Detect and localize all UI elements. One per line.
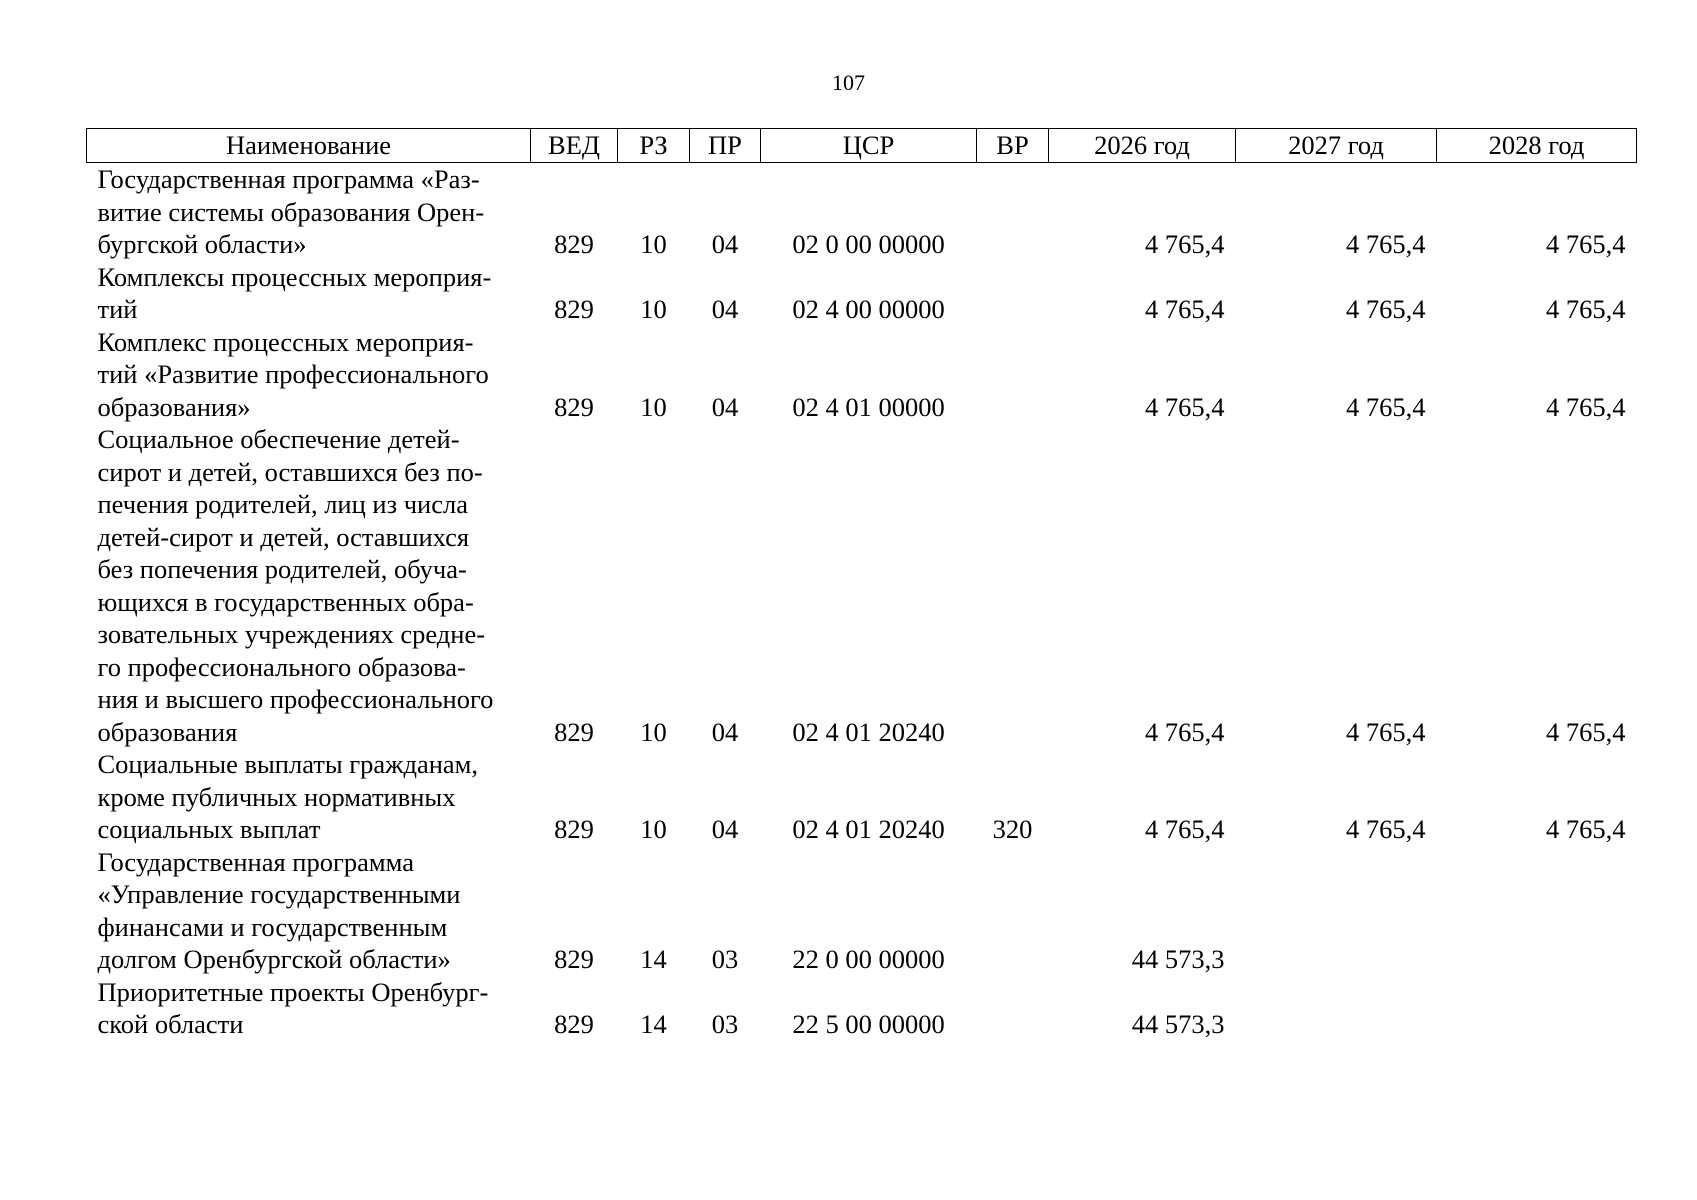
table-row — [87, 163, 1637, 261]
name-line: финансами и государственным — [97, 911, 448, 942]
name-line: ния и высшего профессионального — [97, 684, 494, 714]
cell-ved: 829 — [554, 391, 594, 422]
cell-ved: 829 — [554, 229, 594, 259]
cell-pr: 04 — [711, 294, 739, 324]
cell-2026: 4 765,4 — [1145, 294, 1225, 324]
header-2026: 2026 год — [1049, 129, 1236, 163]
cell-pr: 03 — [711, 1009, 739, 1039]
name-line: Государственная программа — [97, 846, 414, 877]
cell-pr: 04 — [711, 229, 739, 259]
header-2028: 2028 год — [1437, 129, 1637, 163]
name-line: тий — [97, 294, 138, 324]
name-line: ской области — [97, 1009, 244, 1039]
header-rz: РЗ — [618, 129, 690, 163]
cell-2027: 4 765,4 — [1346, 814, 1426, 844]
cell-rz: 14 — [640, 944, 667, 974]
cell-csr: 22 0 00 00000 — [792, 944, 945, 974]
name-line: «Управление государственными — [97, 879, 461, 909]
name-line: Социальные выплаты гражданам, — [97, 749, 479, 779]
name-line: образования — [97, 716, 238, 747]
table-row — [87, 261, 1637, 326]
cell-ved: 829 — [554, 716, 594, 747]
header-csr: ЦСР — [761, 129, 977, 163]
name-line: Комплексы процессных мероприя- — [97, 261, 492, 292]
cell-rz: 10 — [640, 716, 667, 747]
name-line: сирот и детей, оставшихся без по- — [97, 456, 483, 487]
name-line: без попечения родителей, обуча- — [97, 554, 467, 584]
cell-rz: 10 — [640, 814, 667, 844]
table-row — [87, 976, 1637, 1041]
cell-rz: 10 — [640, 229, 667, 259]
cell-vr — [977, 423, 1049, 748]
name-line: долгом Оренбургской области» — [97, 944, 451, 974]
cell-name — [87, 163, 531, 261]
name-line: Социальное обеспечение детей- — [97, 424, 460, 454]
cell-2026: 4 765,4 — [1145, 814, 1225, 844]
cell-rz: 10 — [640, 391, 667, 422]
cell-2028 — [1437, 976, 1637, 1041]
cell-ved: 829 — [554, 1009, 594, 1039]
cell-name — [87, 748, 531, 846]
cell-2026: 4 765,4 — [1145, 391, 1225, 422]
cell-rz: 14 — [640, 1009, 667, 1039]
cell-vr — [977, 326, 1049, 424]
cell-2028: 4 765,4 — [1546, 391, 1626, 422]
cell-csr: 02 0 00 00000 — [792, 229, 945, 259]
name-line: бургской области» — [97, 229, 307, 259]
cell-vr — [977, 976, 1049, 1041]
name-line: го профессионального образова- — [97, 651, 466, 682]
cell-csr: 02 4 01 20240 — [792, 716, 945, 747]
cell-2027 — [1236, 976, 1437, 1041]
cell-ved: 829 — [554, 294, 594, 324]
cell-pr: 03 — [711, 944, 739, 974]
cell-name — [87, 423, 531, 748]
cell-2027: 4 765,4 — [1346, 294, 1426, 324]
cell-2027: 4 765,4 — [1346, 716, 1426, 747]
cell-2026: 44 573,3 — [1131, 1009, 1225, 1039]
cell-2027: 4 765,4 — [1346, 229, 1426, 259]
cell-csr: 02 4 00 00000 — [792, 294, 945, 324]
cell-2028: 4 765,4 — [1546, 294, 1626, 324]
cell-vr — [977, 846, 1049, 976]
cell-csr: 22 5 00 00000 — [792, 1009, 945, 1039]
name-line: зовательных учреждениях средне- — [97, 619, 486, 649]
header-vr: ВР — [977, 129, 1049, 163]
header-pr: ПР — [690, 129, 761, 163]
cell-2026: 4 765,4 — [1145, 716, 1225, 747]
cell-2027: 4 765,4 — [1346, 391, 1426, 422]
budget-table — [86, 128, 1637, 1041]
name-line: витие системы образования Орен- — [97, 196, 485, 227]
cell-name — [87, 976, 531, 1041]
cell-2027 — [1236, 846, 1437, 976]
name-line: печения родителей, лиц из числа — [97, 489, 468, 519]
name-line: тий «Развитие профессионального — [97, 359, 489, 389]
cell-csr: 02 4 01 00000 — [792, 391, 945, 422]
cell-2028 — [1437, 846, 1637, 976]
name-line: ющихся в государственных обра- — [97, 586, 474, 617]
cell-rz: 10 — [640, 294, 667, 324]
cell-csr: 02 4 01 20240 — [792, 814, 945, 844]
cell-name — [87, 261, 531, 326]
name-line: детей-сирот и детей, оставшихся — [97, 521, 470, 552]
header-2027: 2027 год — [1236, 129, 1437, 163]
cell-vr: 320 — [992, 814, 1033, 844]
cell-pr: 04 — [711, 814, 739, 844]
table-row — [87, 846, 1637, 976]
cell-2028: 4 765,4 — [1546, 229, 1626, 259]
cell-pr: 04 — [711, 716, 739, 747]
page-number: 107 — [832, 70, 865, 95]
cell-name — [87, 846, 531, 976]
name-line: кроме публичных нормативных — [97, 781, 456, 812]
table-row — [87, 423, 1637, 748]
table-header-row — [87, 129, 1637, 163]
table-row — [87, 748, 1637, 846]
cell-2026: 44 573,3 — [1131, 944, 1225, 974]
cell-ved: 829 — [554, 944, 594, 974]
cell-2028: 4 765,4 — [1546, 716, 1626, 747]
name-line: Приоритетные проекты Оренбург- — [97, 976, 489, 1007]
cell-pr: 04 — [711, 391, 739, 422]
cell-2026: 4 765,4 — [1145, 229, 1225, 259]
header-ved: ВЕД — [531, 129, 618, 163]
cell-2028: 4 765,4 — [1546, 814, 1626, 844]
name-line: Комплекс процессных мероприя- — [97, 326, 474, 357]
name-line: образования» — [97, 391, 251, 422]
header-name: Наименование — [87, 129, 531, 163]
cell-name — [87, 326, 531, 424]
cell-vr — [977, 163, 1049, 261]
name-line: социальных выплат — [97, 814, 321, 844]
name-line: Государственная программа «Раз- — [97, 164, 480, 194]
table-row — [87, 326, 1637, 424]
table-body — [87, 163, 1637, 1041]
cell-vr — [977, 261, 1049, 326]
cell-ved: 829 — [554, 814, 594, 844]
